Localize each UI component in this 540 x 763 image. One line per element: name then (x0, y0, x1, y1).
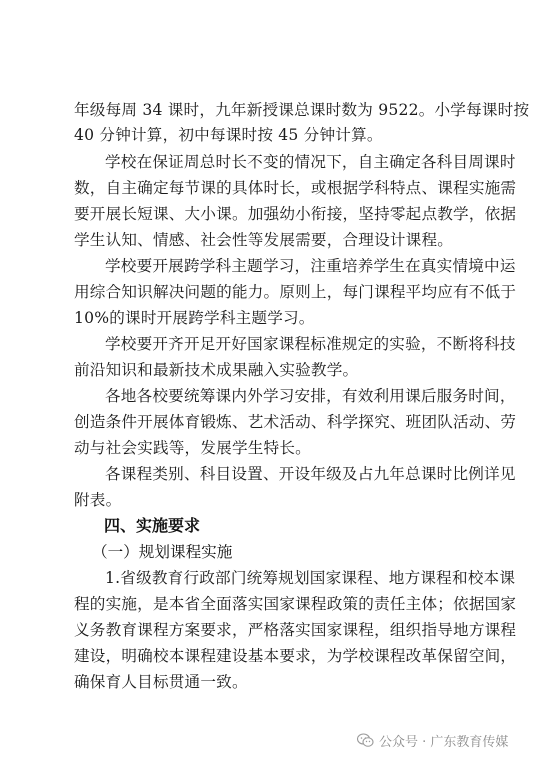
section-heading: 四、实施要求 (104, 516, 201, 535)
text-line: 各地各校要统筹课内外学习安排，有效利用课后服务时间， (105, 387, 516, 405)
text-line: 附表。 (74, 491, 122, 509)
text-line: 建设，明确校本课程建设基本要求，为学校课程改革保留空间， (74, 647, 517, 665)
subsection-heading: （一）规划课程实施 (92, 543, 233, 561)
text-line: 程的实施，是本省全面落实国家课程政策的责任主体；依据国家 (74, 595, 517, 613)
text-line: 动与社会实践等，发展学生特长。 (74, 439, 311, 457)
text-line: 前沿知识和最新技术成果融入实验教学。 (74, 361, 359, 379)
wechat-icon (357, 733, 374, 748)
text-line: 年级每周 34 课时，九年新授课总课时数为 9522。小学每课时按 (74, 101, 530, 119)
text-line: 学校要开齐开足开好国家课程标准规定的实验，不断将科技 (105, 335, 516, 353)
watermark (357, 731, 508, 750)
text-line: 10%的课时开展跨学科主题学习。 (74, 309, 315, 327)
text-line: 各课程类别、科目设置、开设年级及占九年总课时比例详见 (105, 465, 516, 483)
text-line: 数，自主确定每节课的具体时长，或根据学科特点、课程实施需 (74, 179, 517, 197)
text-line: 确保育人目标贯通一致。 (74, 673, 248, 691)
text-line: 创造条件开展体育锻炼、艺术活动、科学探究、班团队活动、劳 (74, 413, 517, 431)
watermark-text: 公众号 · 广东教育传媒 (379, 735, 509, 750)
text-line: 要开展长短课、大小课。加强幼小衔接，坚持零起点教学，依据 (74, 205, 517, 223)
text-line: 义务教育课程方案要求，严格落实国家课程，组织指导地方课程 (74, 621, 517, 639)
text-line: 学校要开展跨学科主题学习，注重培养学生在真实情境中运 (105, 257, 516, 275)
text-line: 40 分钟计算，初中每课时按 45 分钟计算。 (74, 126, 383, 144)
text-line: 1.省级教育行政部门统筹规划国家课程、地方课程和校本课 (105, 569, 516, 587)
text-line: 学校在保证周总时长不变的情况下，自主确定各科目周课时 (105, 153, 516, 171)
text-line: 学生认知、情感、社会性等发展需要，合理设计课程。 (74, 231, 454, 249)
text-line: 用综合知识解决问题的能力。原则上，每门课程平均应有不低于 (74, 283, 517, 301)
